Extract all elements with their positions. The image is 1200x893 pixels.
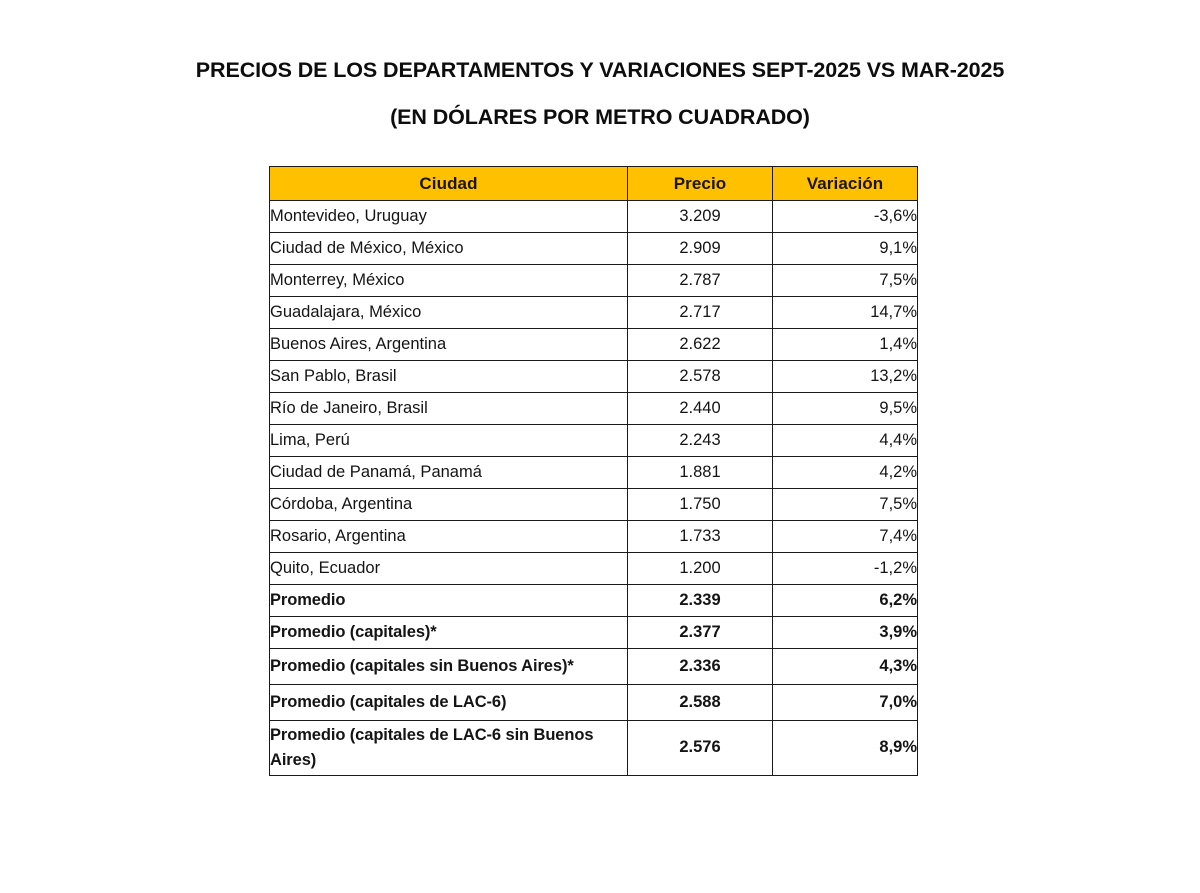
cell-variation: 7,5% xyxy=(773,265,918,297)
cell-price: 1.733 xyxy=(628,521,773,553)
table-row xyxy=(270,685,918,721)
table-row xyxy=(270,233,918,265)
cell-price: 2.576 xyxy=(628,721,773,776)
cell-city: Rosario, Argentina xyxy=(270,521,628,553)
cell-variation: 4,2% xyxy=(773,457,918,489)
cell-price: 2.339 xyxy=(628,585,773,617)
table-row xyxy=(270,457,918,489)
cell-variation: 14,7% xyxy=(773,297,918,329)
table-row xyxy=(270,201,918,233)
page-subtitle: (EN DÓLARES POR METRO CUADRADO) xyxy=(390,104,810,129)
cell-variation: 4,4% xyxy=(773,425,918,457)
table-row xyxy=(270,649,918,685)
cell-price: 2.440 xyxy=(628,393,773,425)
cell-city: San Pablo, Brasil xyxy=(270,361,628,393)
table-row xyxy=(270,297,918,329)
column-header-city: Ciudad xyxy=(270,167,628,201)
table-row xyxy=(270,361,918,393)
cell-price: 1.750 xyxy=(628,489,773,521)
cell-price: 2.578 xyxy=(628,361,773,393)
column-header-variation: Variación xyxy=(773,167,918,201)
title-block xyxy=(0,0,1200,129)
cell-city: Ciudad de México, México xyxy=(270,233,628,265)
cell-city: Río de Janeiro, Brasil xyxy=(270,393,628,425)
cell-city: Promedio (capitales de LAC-6 sin Buenos Aires) xyxy=(270,721,628,776)
table-header xyxy=(270,167,918,201)
table-row xyxy=(270,489,918,521)
table-row xyxy=(270,617,918,649)
column-header-price: Precio xyxy=(628,167,773,201)
price-table-container xyxy=(269,166,917,776)
table-header-row xyxy=(270,167,918,201)
table-row xyxy=(270,585,918,617)
cell-variation: 4,3% xyxy=(773,649,918,685)
cell-variation: 9,1% xyxy=(773,233,918,265)
cell-city: Promedio xyxy=(270,585,628,617)
cell-city: Lima, Perú xyxy=(270,425,628,457)
cell-price: 1.881 xyxy=(628,457,773,489)
cell-price: 2.787 xyxy=(628,265,773,297)
cell-price: 1.200 xyxy=(628,553,773,585)
cell-variation: 13,2% xyxy=(773,361,918,393)
table-body xyxy=(270,201,918,776)
cell-price: 2.909 xyxy=(628,233,773,265)
cell-price: 2.243 xyxy=(628,425,773,457)
cell-city: Quito, Ecuador xyxy=(270,553,628,585)
cell-variation: 7,5% xyxy=(773,489,918,521)
cell-city: Monterrey, México xyxy=(270,265,628,297)
cell-variation: 9,5% xyxy=(773,393,918,425)
cell-price: 2.622 xyxy=(628,329,773,361)
cell-variation: 8,9% xyxy=(773,721,918,776)
cell-city: Promedio (capitales sin Buenos Aires)* xyxy=(270,649,628,685)
cell-city: Buenos Aires, Argentina xyxy=(270,329,628,361)
cell-city: Guadalajara, México xyxy=(270,297,628,329)
cell-price: 2.336 xyxy=(628,649,773,685)
cell-variation: 3,9% xyxy=(773,617,918,649)
price-table xyxy=(269,166,918,776)
table-row xyxy=(270,721,918,776)
cell-city: Córdoba, Argentina xyxy=(270,489,628,521)
table-row xyxy=(270,425,918,457)
cell-variation: 6,2% xyxy=(773,585,918,617)
cell-variation: 7,4% xyxy=(773,521,918,553)
table-row xyxy=(270,393,918,425)
table-row xyxy=(270,553,918,585)
cell-city: Promedio (capitales de LAC-6) xyxy=(270,685,628,721)
cell-price: 2.377 xyxy=(628,617,773,649)
cell-variation: -1,2% xyxy=(773,553,918,585)
cell-price: 2.588 xyxy=(628,685,773,721)
cell-price: 2.717 xyxy=(628,297,773,329)
table-row xyxy=(270,265,918,297)
cell-price: 3.209 xyxy=(628,201,773,233)
cell-city: Promedio (capitales)* xyxy=(270,617,628,649)
cell-variation: 1,4% xyxy=(773,329,918,361)
table-row xyxy=(270,521,918,553)
cell-variation: -3,6% xyxy=(773,201,918,233)
cell-city: Ciudad de Panamá, Panamá xyxy=(270,457,628,489)
cell-variation: 7,0% xyxy=(773,685,918,721)
cell-city: Montevideo, Uruguay xyxy=(270,201,628,233)
table-row xyxy=(270,329,918,361)
page-title: PRECIOS DE LOS DEPARTAMENTOS Y VARIACIONES SEPT-2025 VS MAR-2025 xyxy=(195,58,1005,82)
